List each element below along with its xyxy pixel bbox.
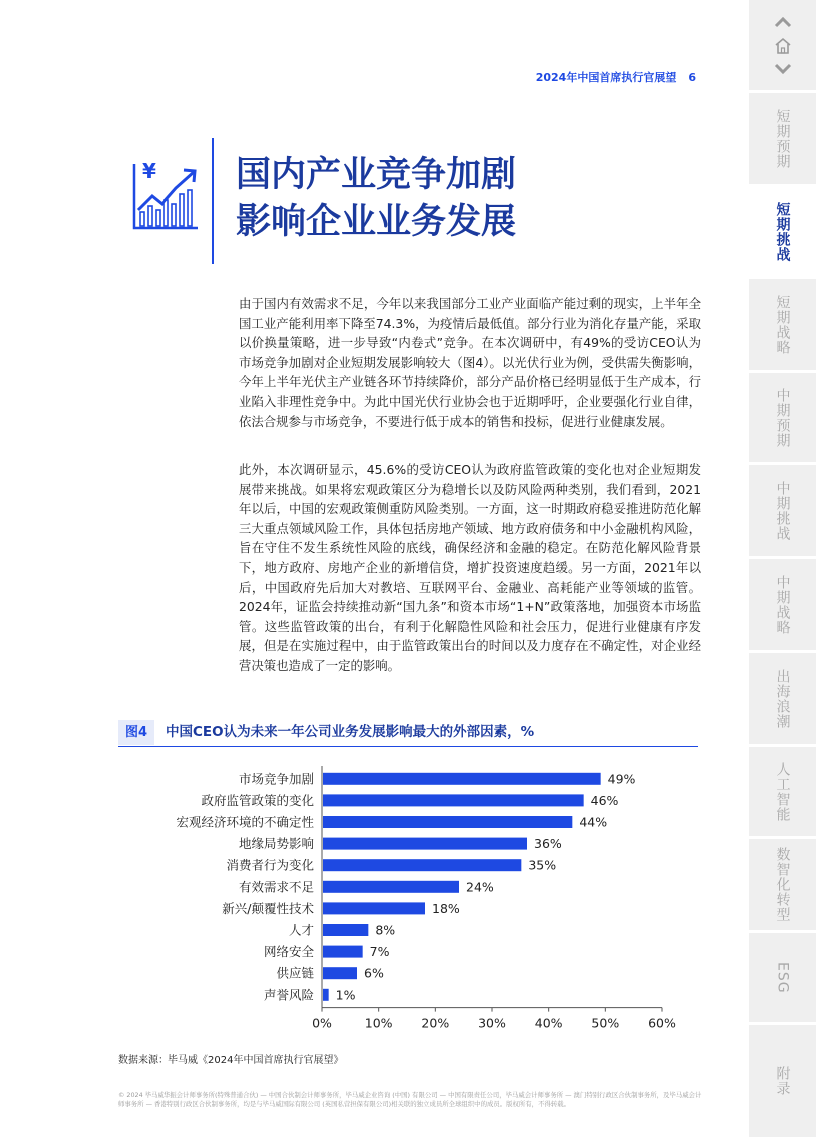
title-line-2: 影响企业业务发展 [236,202,517,242]
data-label: 49% [607,771,636,787]
sidebar-tab-label: 短期战略 [774,294,791,355]
data-label: 35% [528,857,557,873]
figure-header [118,720,698,747]
sidebar-tab-7[interactable] [749,653,816,744]
sidebar-tab-6[interactable] [749,559,816,650]
sidebar-tab-1[interactable] [749,93,816,184]
x-tick-label: 0% [312,1015,332,1031]
home-icon[interactable] [771,36,795,56]
category-label: 有效需求不足 [238,879,314,895]
yen-symbol: ¥ [142,159,156,183]
body-paragraph-1: 由于国内有效需求不足，今年以来我国部分工业产业面临产能过剩的现实，上半年全国工业产能利用率下降至74.3%，为疫情后最低值。部分行业为消化存量产能，采取以价换量策略，进一步导致“内卷式”竞争。在本次调研中，有49%的受访CEO认为市场竞争加剧对企业短期发展影响较大（图4）。以光伏行业为例，受供需失衡影响，今年上半年光伏主产业链各环节持续降价，部分产品价格已经明显低于生产成本，行业陷入非理性竞争中。为此中国光伏行业协会也于近期呼吁，企业要强化行业自律，依法合规参与市场竞争，不要进行低于成本的销售和投标，促进行业健康发展。 [239,296,701,429]
x-tick-label: 50% [591,1015,620,1031]
sidebar-tab-label: 中期挑战 [774,480,791,541]
category-label: 宏观经济环境的不确定性 [176,814,314,830]
data-label: 6% [364,965,384,981]
figure-tag: 图4 [118,720,154,745]
title-line-1: 国内产业竞争加剧 [236,155,517,195]
category-label: 政府监管政策的变化 [201,792,314,808]
data-label: 1% [335,987,356,1003]
category-label: 地缘局势影响 [238,836,314,852]
chart-svg [118,760,688,1045]
sidebar-tab-9[interactable] [749,839,816,930]
bar [323,989,329,1001]
yen-growth-chart-icon [132,156,202,236]
sidebar-tab-11[interactable] [749,1025,816,1137]
x-tick-label: 20% [421,1015,450,1031]
figure-rule [118,746,698,747]
data-label: 36% [534,836,562,852]
sidebar-tab-2[interactable] [749,187,816,276]
category-label: 供应链 [276,965,314,981]
data-label: 8% [375,922,396,938]
bar [323,859,521,871]
sidebar-tab-label: 中期战略 [774,574,791,635]
bar [323,794,584,806]
sidebar-tab-10[interactable] [749,933,816,1022]
data-label: 24% [466,879,494,895]
sidebar-tab-label: 人工智能 [774,761,791,822]
bar-chart [118,760,688,1049]
bar [323,816,572,828]
category-label: 消费者行为变化 [226,857,314,873]
bar [323,946,363,958]
sidebar-tab-label: 附录 [774,1066,791,1096]
chevron-up-icon[interactable] [771,12,795,32]
sidebar-tab-label: 数智化转型 [774,847,791,922]
bar [323,902,425,914]
bar [323,838,527,850]
category-label: 声誉风险 [263,987,314,1003]
bar [323,773,601,785]
copyright-disclaimer: © 2024 毕马威华振会计师事务所(特殊普通合伙) — 中国合伙制会计师事务所，毕马威企业咨询 (中国) 有限公司 — 中国有限责任公司，毕马威会计师事务所 — 澳门特别行政区合伙制事务所，及毕马威会计师事务所 — 香港特别行政区合伙制事务所，均是与毕马威国际有限公司 (英国私营担保有限公司)相关联的独立成员所全球组织中的成员。版权所有，不得转载。 [118,1091,702,1108]
sidebar-tab-3[interactable] [749,279,816,370]
category-label: 网络安全 [263,944,314,960]
data-label: 18% [432,900,460,916]
sidebar [749,0,816,1145]
page-title [236,152,516,246]
x-tick-label: 30% [478,1015,506,1031]
data-label: 44% [579,814,608,830]
x-tick-label: 60% [648,1015,676,1031]
sidebar-nav [749,0,816,90]
report-title: 2024年中国首席执行官展望 [535,71,677,84]
x-tick-label: 10% [364,1015,393,1031]
bar [323,967,357,979]
figure-title: 中国CEO认为未来一年公司业务发展影响最大的外部因素，% [166,724,535,740]
category-label: 新兴/颠覆性技术 [222,900,314,916]
category-label: 市场竞争加剧 [238,771,314,787]
body-paragraph-2: 此外，本次调研显示，45.6%的受访CEO认为政府监管政策的变化也对企业短期发展带来挑战。如果将宏观政策区分为稳增长以及防风险两种类别，我们看到，2021年以后，中国的宏观政策侧重防风险类别。一方面，这一时期政府稳妥推进防范化解三大重点领域风险工作，具体包括房地产领域、地方政府债务和中小金融机构风险，旨在守住不发生系统性风险的底线，确保经济和金融的稳定。在防范化解风险背景下，地方政府、房地产企业的新增信贷，增扩投资速度趋缓。另一方面，2021年以后，中国政府先后加大对教培、互联网平台、金融业、高耗能产业等领域的监管。2024年，证监会持续推动新“国九条”和资本市场“1+N”政策落地，加强资本市场监管。这些监管政策的出台，有利于化解隐性风险和社会压力，促进行业健康有序发展，但是在实施过程中，由于监管政策出台的时间以及力度存在不确定性，对企业经营决策也造成了一定的影响。 [239,462,701,673]
sidebar-tab-5[interactable] [749,465,816,556]
data-label: 46% [590,792,619,808]
sidebar-tab-label: 短期挑战 [774,201,791,262]
bar [323,924,368,936]
chevron-down-icon[interactable] [771,59,795,79]
sidebar-tab-label: 中期预期 [774,387,791,448]
sidebar-tab-label: ESG [774,961,791,994]
page-header [536,69,696,85]
category-label: 人才 [288,922,314,938]
data-label: 7% [369,944,390,960]
sidebar-tab-8[interactable] [749,747,816,836]
data-source: 数据来源：毕马威《2024年中国首席执行官展望》 [118,1055,344,1066]
page-number: 6 [688,71,696,84]
sidebar-tab-4[interactable] [749,373,816,462]
sidebar-tab-label: 出海浪潮 [774,668,791,729]
x-tick-label: 40% [534,1015,563,1031]
title-divider [212,138,214,264]
sidebar-tab-label: 短期预期 [774,108,791,169]
bar [323,881,459,893]
